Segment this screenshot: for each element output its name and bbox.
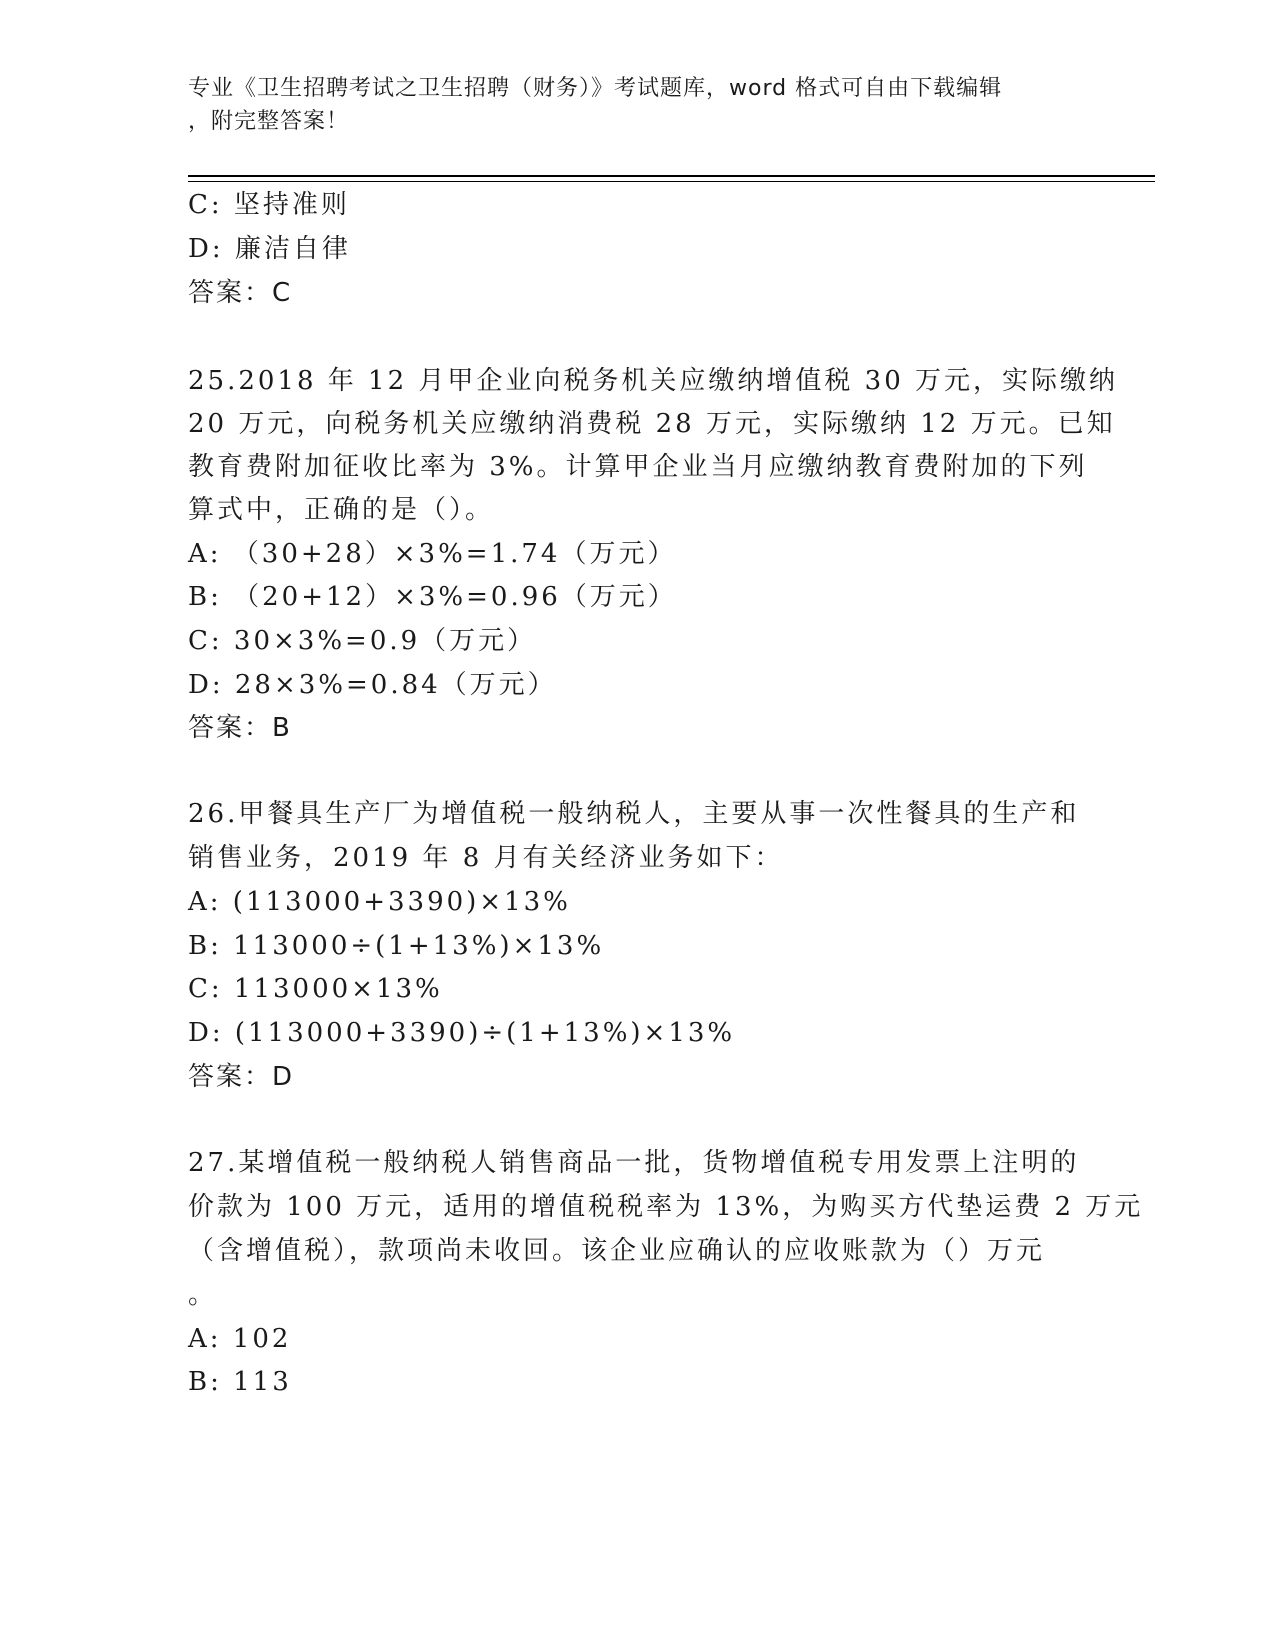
q25-stem-line-1: 25.2018 年 12 月甲企业向税务机关应缴纳增值税 30 万元，实际缴纳 (188, 366, 1119, 396)
q27-stem-line-1: 27.某增值税一般纳税人销售商品一批，货物增值税专用发票上注明的 (188, 1148, 1080, 1178)
q27-option-b: B: 113 (188, 1367, 292, 1397)
q24-option-c: C: 坚持准则 (188, 190, 350, 220)
q26-stem-line-2: 销售业务，2019 年 8 月有关经济业务如下： (188, 843, 784, 873)
q25-stem-line-4: 算式中，正确的是（）。 (188, 495, 495, 525)
q25-option-d: D: 28×3%=0.84（万元） (188, 670, 557, 700)
header-rule-thick (188, 175, 1155, 177)
q25-stem-line-3: 教育费附加征收比率为 3%。计算甲企业当月应缴纳教育费附加的下列 (188, 452, 1088, 482)
q26-stem-line-1: 26.甲餐具生产厂为增值税一般纳税人，主要从事一次性餐具的生产和 (188, 799, 1080, 829)
q26-option-a: A: (113000+3390)×13% (188, 887, 571, 917)
q26-option-b: B: 113000÷(1+13%)×13% (188, 931, 605, 961)
q24-answer: 答案：C (188, 278, 293, 308)
header-rule-thin (188, 181, 1155, 182)
q27-option-a: A: 102 (188, 1324, 292, 1354)
header-line-1: 专业《卫生招聘考试之卫生招聘（财务）》考试题库，word 格式可自由下载编辑 (188, 76, 1003, 101)
q25-option-b: B: （20+12）×3%=0.96（万元） (188, 582, 677, 612)
q27-stem-line-4: 。 (188, 1280, 218, 1310)
q25-option-c: C: 30×3%=0.9（万元） (188, 626, 537, 656)
q26-answer: 答案：D (188, 1062, 295, 1092)
q27-stem-line-2: 价款为 100 万元，适用的增值税税率为 13%，为购买方代垫运费 2 万元 (188, 1192, 1144, 1222)
q25-option-a: A: （30+28）×3%=1.74（万元） (188, 539, 677, 569)
q26-option-c: C: 113000×13% (188, 974, 443, 1004)
q25-answer: 答案：B (188, 713, 292, 743)
q24-option-d: D: 廉洁自律 (188, 234, 351, 264)
q27-stem-line-3: （含增值税），款项尚未收回。该企业应确认的应收账款为（）万元 (188, 1236, 1046, 1266)
header-line-2: ，附完整答案！ (188, 109, 350, 134)
q26-option-d: D: (113000+3390)÷(1+13%)×13% (188, 1018, 736, 1048)
page-header (188, 72, 1088, 138)
q25-stem-line-2: 20 万元，向税务机关应缴纳消费税 28 万元，实际缴纳 12 万元。已知 (188, 409, 1116, 439)
